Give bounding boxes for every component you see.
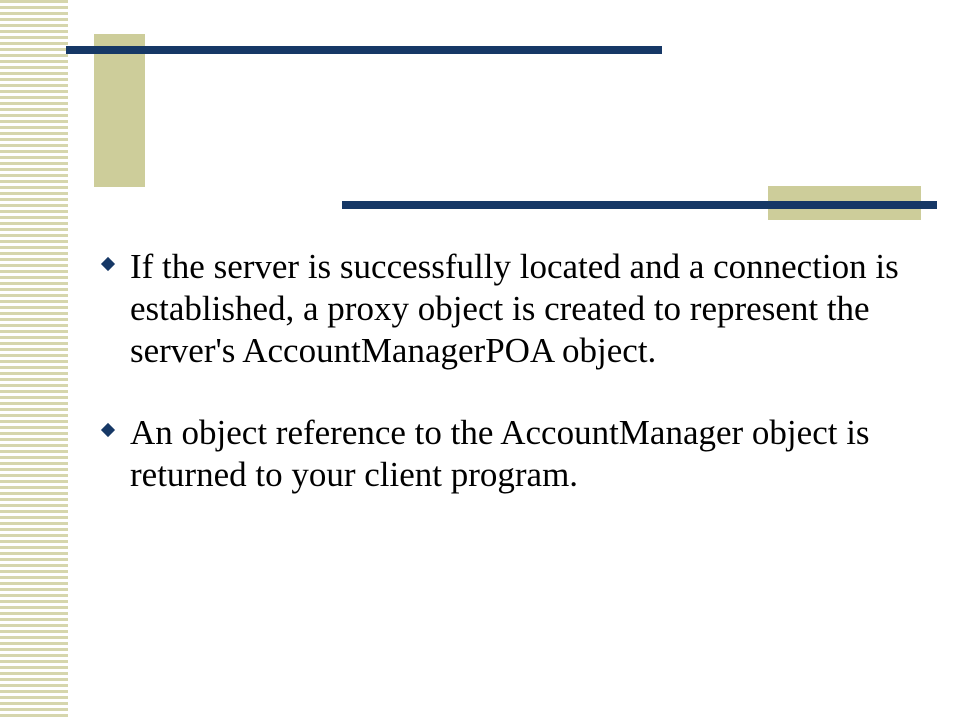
diamond-bullet-icon xyxy=(101,257,115,271)
left-stripe-decoration xyxy=(0,0,68,720)
navy-bar-decoration-top xyxy=(66,46,662,54)
bullet-item xyxy=(100,246,900,372)
olive-block-decoration-top xyxy=(94,34,145,187)
bullet-item xyxy=(100,412,900,496)
bullet-list xyxy=(100,246,900,496)
navy-bar-decoration-right xyxy=(342,201,937,209)
bullet-text: If the server is successfully located and a connection is established, a proxy object is created to represent the server's AccountManagerPOA object. xyxy=(130,247,899,370)
diamond-bullet-icon xyxy=(101,423,115,437)
bullet-text: An object reference to the AccountManager object is returned to your client program. xyxy=(130,413,870,494)
